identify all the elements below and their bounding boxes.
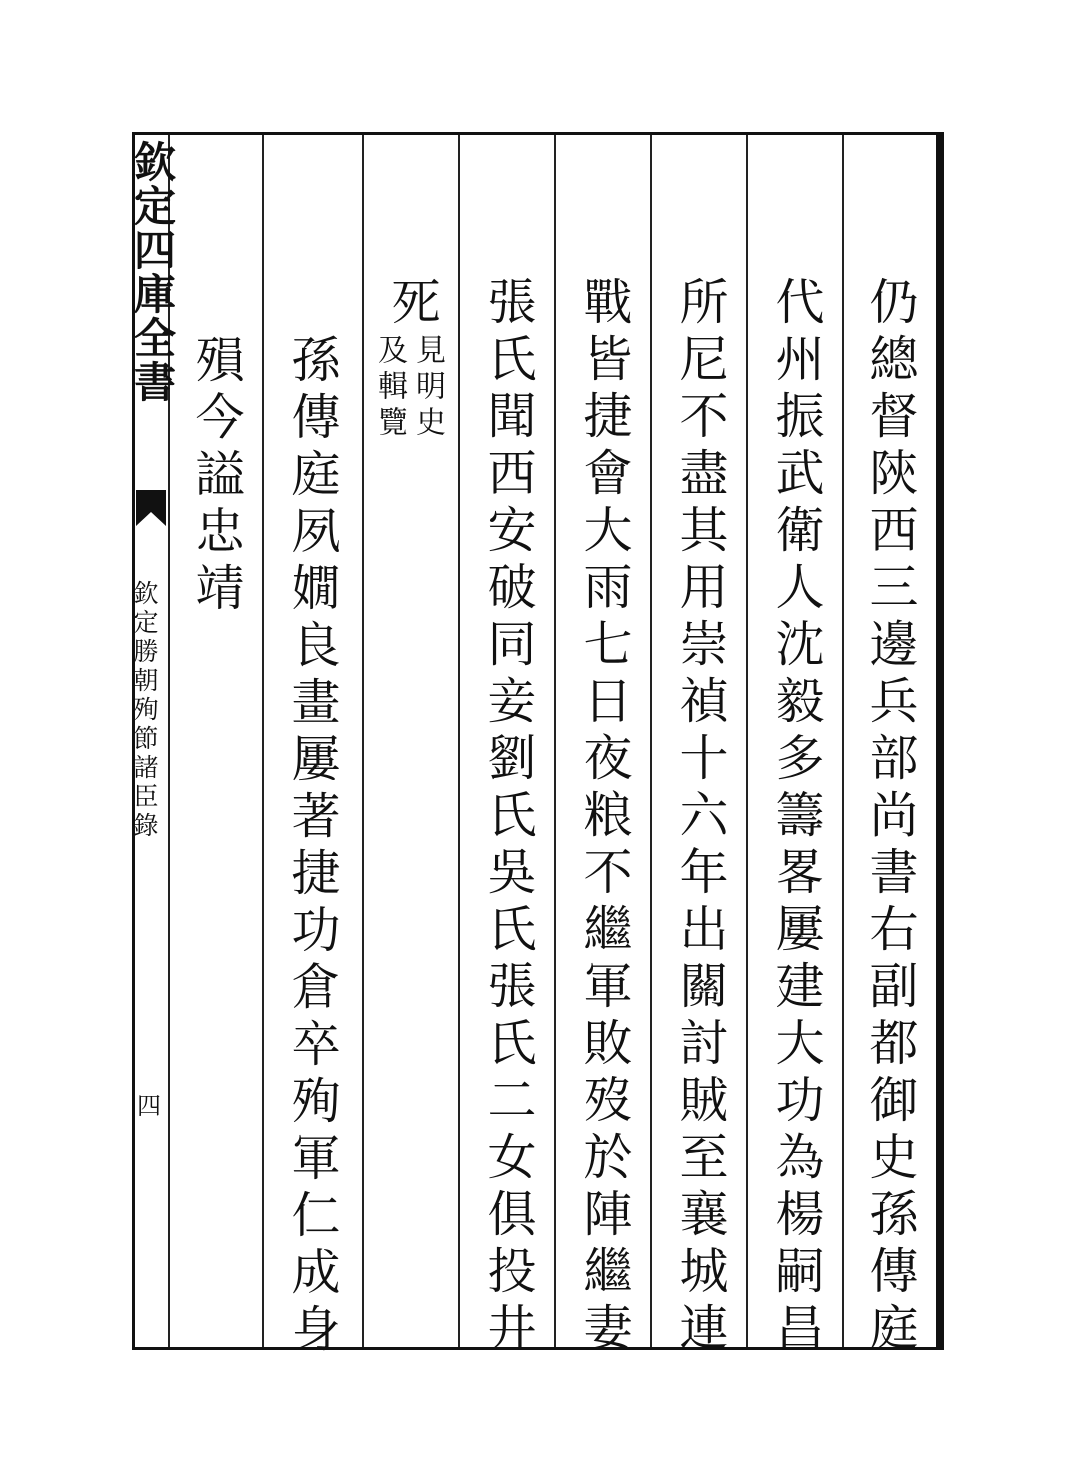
text-column-2: 代州振武衛人沈毅多籌畧屢建大功為楊嗣昌 [768, 276, 825, 1359]
text-column-7: 孫傳庭夙嫺良畫屢著捷功倉卒殉軍仁成身 [284, 334, 341, 1360]
text-column-4: 戰皆捷會大雨七日夜粮不繼軍敗歿於陣繼妻 [576, 276, 633, 1359]
annotation-right: 見明史 [410, 334, 445, 442]
column-rule [262, 135, 264, 1347]
column-rule [362, 135, 364, 1347]
column-rule [458, 135, 460, 1347]
column-rule [650, 135, 652, 1347]
text-column-6: 死 [384, 276, 441, 333]
column-rule [842, 135, 844, 1347]
page-number: 四 [137, 1092, 161, 1120]
text-column-5: 張氏聞西安破同妾劉氏吳氏張氏二女俱投井 [480, 276, 537, 1359]
column-rule [554, 135, 556, 1347]
column-rule [746, 135, 748, 1347]
text-column-8: 殞今謚忠靖 [188, 334, 245, 619]
fish-tail-mark [136, 490, 166, 526]
annotation-left: 及輯覽 [372, 334, 407, 442]
frame-inner-rule [936, 132, 939, 1350]
series-title: 欽定四庫全書 [128, 140, 177, 404]
text-column-3: 所尼不盡其用崇禎十六年出關討賊至襄城連 [672, 276, 729, 1359]
book-title: 欽定勝朝殉節諸臣錄 [130, 580, 159, 841]
text-column-1: 仍總督陝西三邊兵部尚書右副都御史孫傳庭 [862, 276, 919, 1359]
